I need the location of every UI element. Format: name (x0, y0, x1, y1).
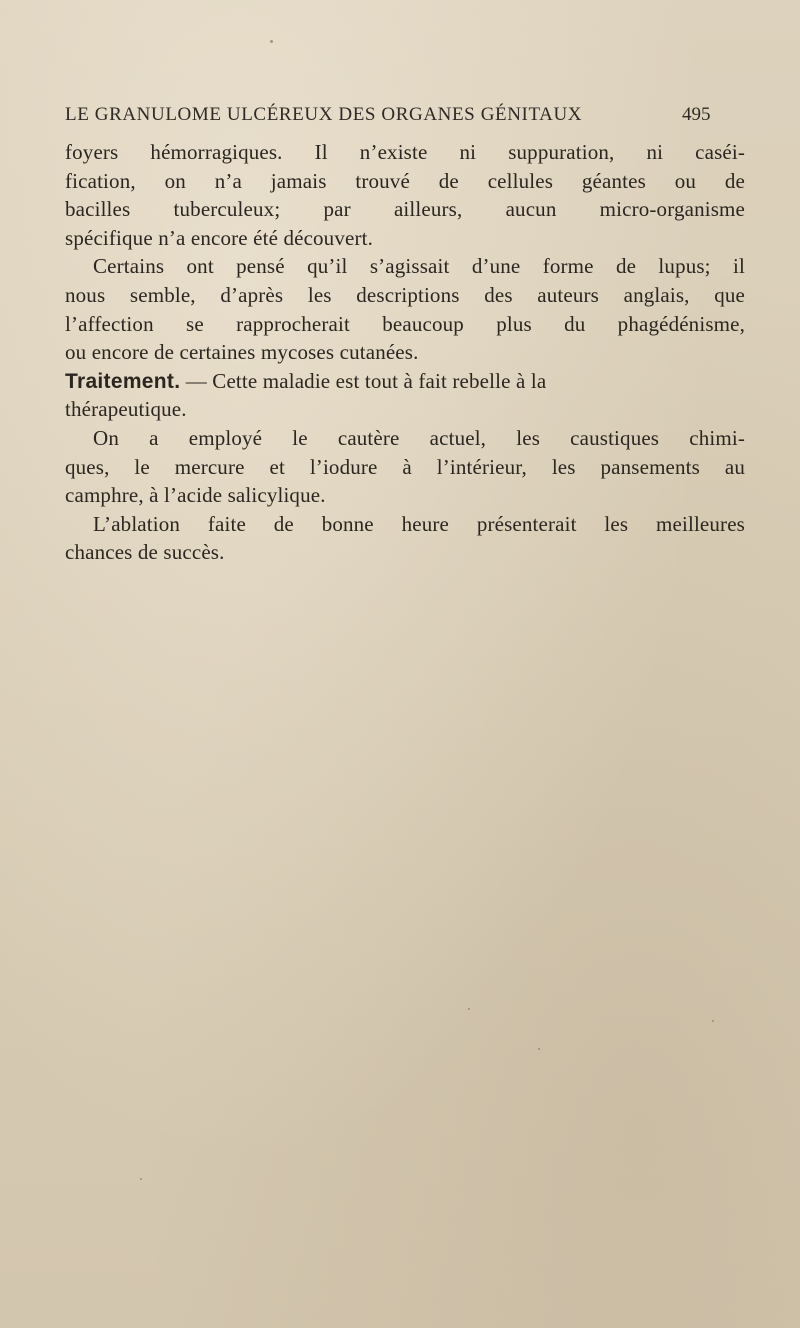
text-line (65, 424, 745, 453)
text-line (65, 395, 745, 424)
text-line-content: chances de succès. (65, 540, 225, 565)
page-number: 495 (682, 104, 711, 125)
text-line-content: nous semble, d’après les descriptions des auteurs anglais, que (65, 282, 745, 307)
running-head (0, 104, 800, 134)
text-line-content: Certains ont pensé qu’il s’agissait d’une forme de lupus; il (93, 254, 745, 279)
text-line (65, 481, 745, 510)
text-line (65, 281, 745, 310)
text-line-content: foyers hémorragiques. Il n’existe ni suppuration, ni caséi- (65, 140, 745, 164)
text-line (65, 167, 745, 196)
text-line (65, 310, 745, 339)
text-line-content: camphre, à l’acide salicylique. (65, 483, 326, 508)
text-line-content: ou encore de certaines mycoses cutanées. (65, 340, 419, 365)
text-line-content: spécifique n’a encore été découvert. (65, 225, 373, 250)
text-line (65, 538, 745, 567)
text-line (65, 224, 745, 253)
text-line-content: l’affection se rapprocherait beaucoup plus du phagédénisme, (65, 311, 745, 336)
text-line-content: ques, le mercure et l’iodure à l’intérieur, les pansements au (65, 454, 745, 479)
text-line (65, 252, 745, 281)
text-line-content: L’ablation faite de bonne heure présenterait les meilleures (93, 511, 745, 536)
text-line-content: fication, on n’a jamais trouvé de cellules géantes ou de (65, 168, 745, 193)
text-line-content: — Cette maladie est tout à fait rebelle à la (185, 368, 547, 393)
text-line (65, 510, 745, 539)
text-line (65, 138, 745, 167)
section-heading: Traitement. (65, 369, 181, 393)
text-line (65, 453, 745, 482)
body-text (65, 138, 745, 567)
text-line (65, 367, 745, 396)
text-line-content: bacilles tuberculeux; par ailleurs, aucun micro-organisme (65, 197, 745, 222)
running-title: LE GRANULOME ULCÉREUX DES ORGANES GÉNITAUX (65, 104, 583, 125)
text-line (65, 338, 745, 367)
text-line-content: thérapeutique. (65, 397, 187, 422)
text-line-content: On a employé le cautère actuel, les caustiques chimi- (93, 425, 745, 450)
text-line (65, 195, 745, 224)
